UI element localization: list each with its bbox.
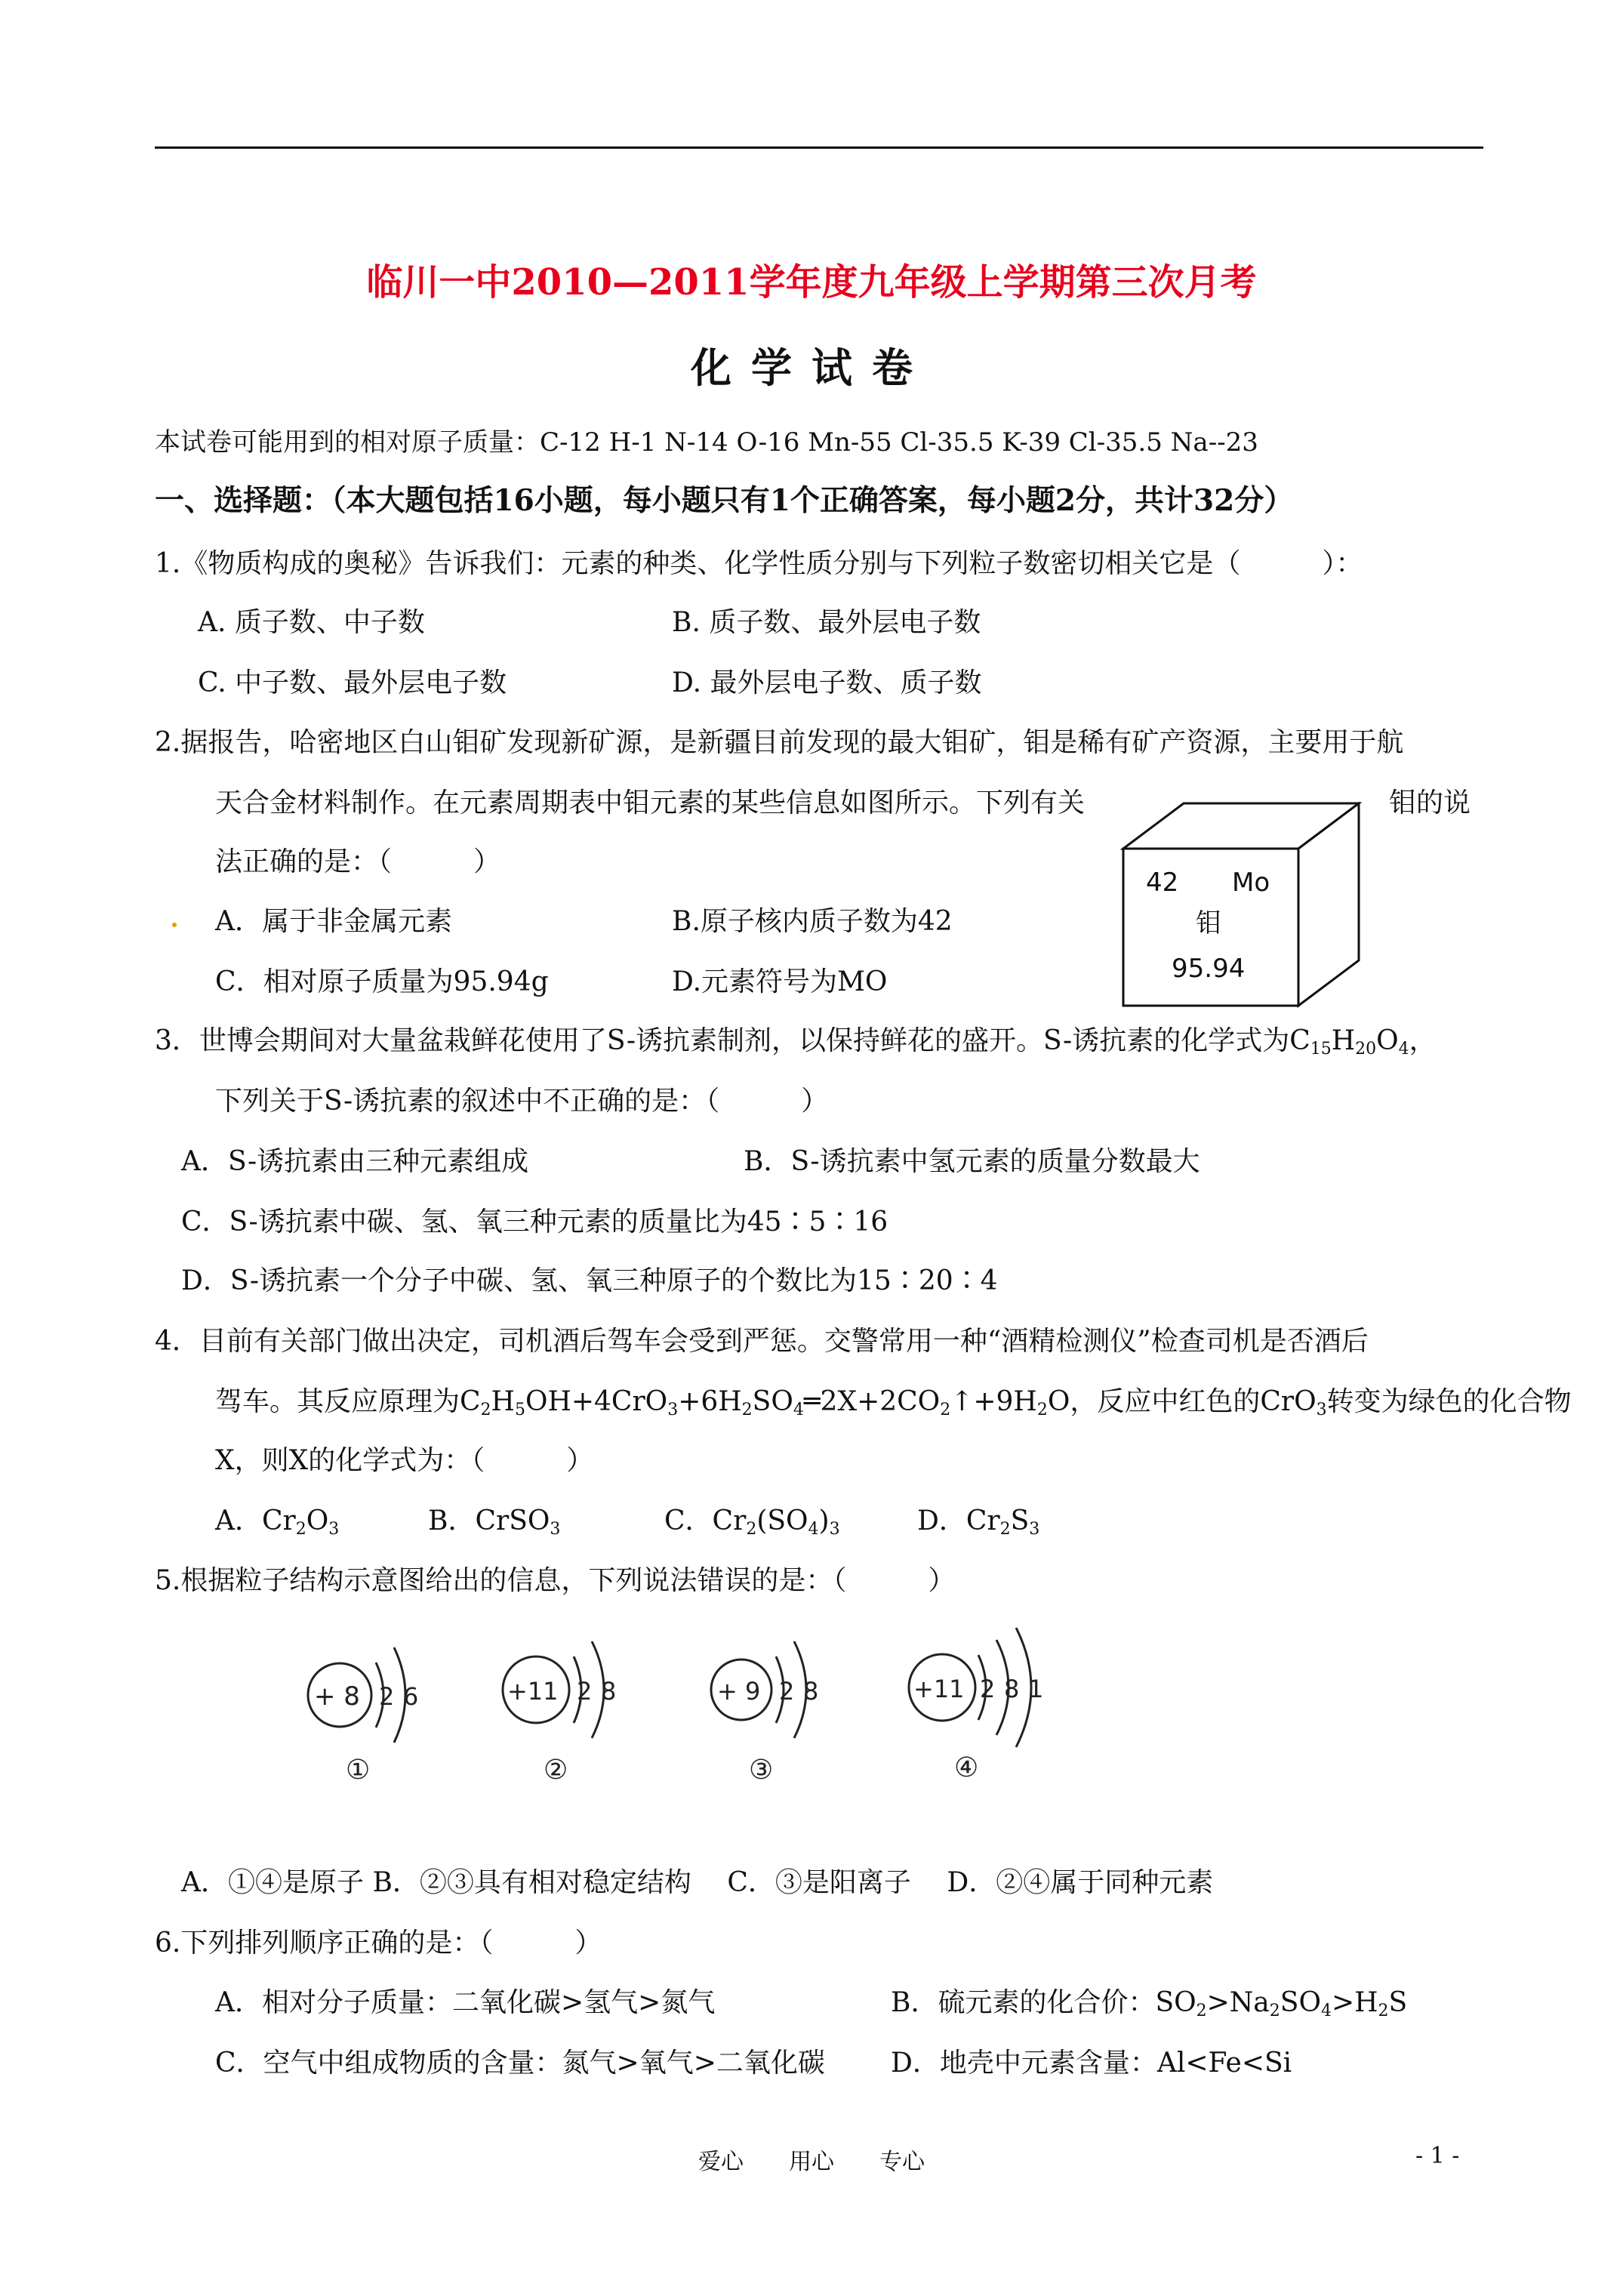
- svg-text:+ 8: + 8: [314, 1681, 360, 1712]
- q6-option-a: A．相对分子质量：二氧化碳>氢气>氮气: [215, 1987, 716, 2018]
- svg-text:1: 1: [1028, 1675, 1044, 1703]
- q4-option-d: D．$Cr_2S_3$: [917, 1505, 1040, 1539]
- q4-stem-line1: 4．目前有关部门做出决定，司机酒后驾车会受到严惩。交警常用一种“酒精检测仪”检查司机是否酒后: [155, 1326, 1369, 1357]
- svg-text:②: ②: [544, 1755, 568, 1786]
- q6-option-b: B．硫元素的化合价：$SO_2>Na_2SO_4>H_2S$: [891, 1987, 1408, 2020]
- svg-text:6: 6: [403, 1682, 419, 1711]
- svg-text:2: 2: [980, 1675, 996, 1703]
- page-number: - 1 -: [1415, 2143, 1460, 2169]
- svg-text:③: ③: [749, 1755, 774, 1786]
- header-rule: [155, 146, 1483, 149]
- q2-option-a: A．属于非金属元素: [215, 906, 452, 937]
- svg-text:2: 2: [379, 1682, 395, 1711]
- particle-diagram-4: [909, 1628, 1043, 1783]
- particle-diagram-2: [503, 1641, 616, 1786]
- exam-title: 临川一中2010—2011学年度九年级上学期第三次月考: [366, 261, 1257, 304]
- exam-subtitle: 化学试卷: [691, 344, 932, 392]
- footer-motto: 爱心 用心 专心: [698, 2149, 925, 2175]
- atomic-masses-note: 本试卷可能用到的相对原子质量：C-12 H-1 N-14 O-16 Mn-55 Cl-35.5 K-39 Cl-35.5 Na--23: [155, 427, 1258, 458]
- particle-diagram-3: [711, 1641, 818, 1786]
- q4-option-c: C．$Cr_2(SO_4)_3$: [664, 1505, 840, 1539]
- q4-stem-line3: X，则X的化学式为：（ ）: [215, 1445, 594, 1476]
- q3-stem-line1: 3．世博会期间对大量盆栽鲜花使用了S-诱抗素制剂，以保持鲜花的盛开。S-诱抗素的化学式为$C_{15}H_{20}O_4$，: [155, 1025, 1437, 1059]
- svg-text:8: 8: [601, 1677, 617, 1706]
- element-number: 42: [1146, 868, 1179, 898]
- svg-text:+11: +11: [507, 1677, 559, 1706]
- svg-text:8: 8: [1004, 1675, 1020, 1703]
- q3-stem-line2: 下列关于S-诱抗素的叙述中不正确的是：（ ）: [215, 1086, 829, 1117]
- particle-structure-diagrams: [287, 1616, 1087, 1789]
- q6-option-d: D．地壳中元素含量：Al<Fe<Si: [891, 2048, 1292, 2079]
- svg-text:+ 9: + 9: [717, 1677, 761, 1706]
- svg-text:2: 2: [779, 1677, 795, 1706]
- q5-stem: 5.根据粒子结构示意图给出的信息，下列说法错误的是：（ ）: [155, 1565, 956, 1596]
- stray-dot: [172, 923, 177, 927]
- q2-option-d: D.元素符号为MO: [672, 966, 888, 997]
- q4-option-a: A．$Cr_2O_3$: [215, 1505, 340, 1539]
- section-heading: 一、选择题：（本大题包括16小题，每小题只有1个正确答案，每小题2分，共计32分）: [155, 483, 1294, 518]
- particle-diagram-1: [308, 1647, 418, 1786]
- q3-option-d: D．S-诱抗素一个分子中碳、氢、氧三种原子的个数比为15∶20∶4: [181, 1265, 998, 1296]
- svg-text:8: 8: [803, 1677, 819, 1706]
- q3-option-c: C．S-诱抗素中碳、氢、氧三种元素的质量比为45∶5∶16: [181, 1207, 888, 1237]
- element-name: 钼: [1196, 908, 1221, 938]
- q5-options: A．①④是原子 B．②③具有相对稳定结构 C．③是阳离子 D．②④属于同种元素: [181, 1867, 1214, 1898]
- q1-option-a: A. 质子数、中子数: [198, 607, 425, 638]
- q2-stem-line2-end: 钼的说: [1389, 787, 1471, 818]
- svg-text:①: ①: [346, 1755, 371, 1786]
- q6-option-c: C．空气中组成物质的含量：氮气>氧气>二氧化碳: [215, 2048, 825, 2079]
- q1-option-d: D. 最外层电子数、质子数: [672, 667, 982, 698]
- q3-option-b: B．S-诱抗素中氢元素的质量分数最大: [744, 1146, 1200, 1177]
- q1-option-b: B. 质子数、最外层电子数: [672, 607, 981, 638]
- q4-option-b: B．CrSO$_3$: [428, 1505, 561, 1539]
- q2-stem-line2: 天合金材料制作。在元素周期表中钼元素的某些信息如图所示。下列有关: [215, 787, 1086, 818]
- q3-option-a: A．S-诱抗素由三种元素组成: [181, 1146, 529, 1177]
- q2-option-b: B.原子核内质子数为42: [672, 906, 953, 937]
- q6-stem: 6.下列排列顺序正确的是：（ ）: [155, 1928, 602, 1959]
- q2-stem-line3: 法正确的是：（ ）: [215, 846, 501, 877]
- svg-text:2: 2: [577, 1677, 593, 1706]
- element-symbol: Mo: [1232, 868, 1270, 898]
- element-mass: 95.94: [1172, 954, 1246, 984]
- molybdenum-element-box: [1117, 802, 1366, 1013]
- q2-option-c: C．相对原子质量为95.94g: [215, 966, 549, 997]
- svg-text:+11: +11: [913, 1675, 965, 1703]
- q4-stem-line2: 驾车。其反应原理为$C_2H_5OH+4CrO_3+6H_2SO_4═2X+2CO_2↑+9H_2O$，反应中红色的CrO$_3$转变为绿色的化合物: [215, 1386, 1572, 1419]
- q2-stem-line1: 2.据报告，哈密地区白山钼矿发现新矿源，是新疆目前发现的最大钼矿，钼是稀有矿产资源，主要用于航: [155, 727, 1404, 758]
- svg-text:④: ④: [954, 1752, 979, 1783]
- q1-stem: 1.《物质构成的奥秘》告诉我们：元素的种类、化学性质分别与下列粒子数密切相关它是（ ）：: [155, 548, 1363, 579]
- q1-option-c: C. 中子数、最外层电子数: [198, 667, 507, 698]
